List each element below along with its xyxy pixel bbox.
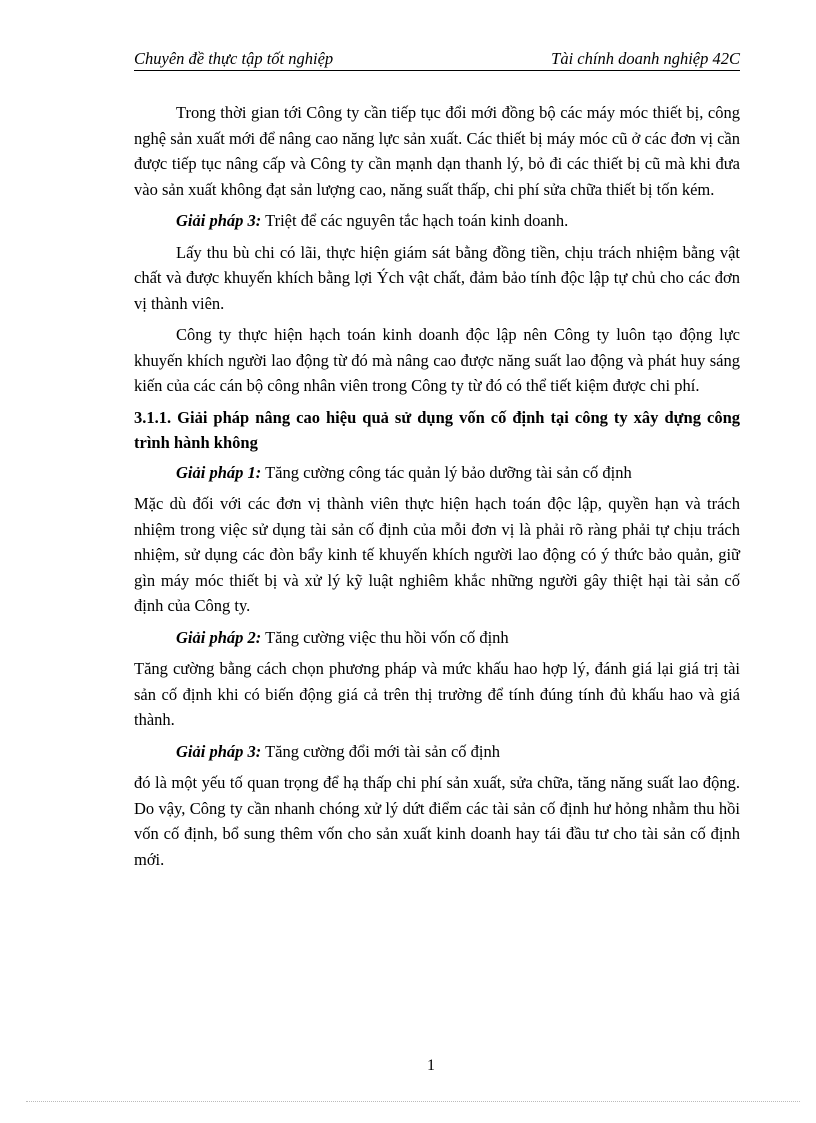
solution-2-capital-recovery [134,625,740,651]
section-heading-3-1-1: 3.1.1. Giải pháp nâng cao hiệu quả sử dụng vốn cố định tại công ty xây dựng công trình hành không [134,407,740,452]
paragraph-independent-accounting: Công ty thực hiện hạch toán kinh doanh độc lập nên Công ty luôn tạo động lực khuyến khích người lao động từ đó mà nâng cao được năng suất lao động và phát huy sáng kiến của các cán bộ công nhân viên trong Công ty từ đó có thể tiết kiệm được chi phí. [134,325,740,395]
solution-1-maintenance [134,460,740,486]
page-header [134,48,740,71]
paragraph-profit-principle: Lấy thu bù chi có lãi, thực hiện giám sát bằng đồng tiền, chịu trách nhiệm bằng vật chất và được khuyến khích bằng lợi Ých vật chất, đảm bảo tính độc lập tự chủ cho các đơn vị thành viên. [134,242,740,313]
paragraph-responsibility: Mặc dù đối với các đơn vị thành viên thực hiện hạch toán độc lập, quyền hạn và trách nhiệm trong việc sử dụng tài sản cố định của mỗi đơn vị là phải rõ ràng phải tự chịu trách nhiệm, sử dụng các đòn bẩy kinh tế khuyến khích người lao động có ý thức bảo quản, giữ gìn máy móc thiết bị và xử lý kỹ luật nghiêm khắc những người gây thiệt hại tài sản cố định của Công ty. [134,494,740,615]
solution-text: Triệt để các nguyên tắc hạch toán kinh doanh. [261,211,569,230]
solution-3-accounting [134,208,740,234]
header-course-label: Tài chính doanh nghiệp 42C [551,49,740,68]
header-document-title: Chuyên đề thực tập tốt nghiệp [134,49,334,68]
paragraph-depreciation: Tăng cường bằng cách chọn phương pháp và mức khấu hao hợp lý, đánh giá lại giá trị tài sản cố định khi có biến động giá cả trên thị trường để tính đúng tính đủ khấu hao và giá thành. [134,659,740,729]
page-number: 1 [427,1057,435,1074]
solution-label: Giải pháp 3: [176,211,262,230]
solution-label: Giải pháp 3: [176,741,262,761]
solution-text: Tăng cường công tác quản lý bảo dưỡng tài sản cố định [261,462,632,482]
page-bottom-divider [26,1101,800,1102]
paragraph-equipment-renewal: Trong thời gian tới Công ty cần tiếp tục đổi mới đồng bộ các máy móc thiết bị, công nghệ sản xuất mới để nâng cao năng lực sản xuất. Các thiết bị máy móc cũ ở các đơn vị cần được tiếp tục nâng cấp và Công ty cần mạnh dạn thanh lý, bỏ đi các thiết bị cũ mà khi đưa vào sản xuất không đạt sản lượng cao, năng suất thấp, chi phí sửa chữa thiết bị tốn kém. [134,103,740,199]
solution-label: Giải pháp 1: [176,462,262,482]
paragraph-cost-reduction: đó là một yếu tố quan trọng để hạ thấp chi phí sản xuất, sửa chữa, tăng năng suất lao động. Do vậy, Công ty cần nhanh chóng xử lý dứt điểm các tài sản cố định hư hỏng nhằm thu hồi vốn cố định, bổ sung thêm vốn cho sản xuất kinh doanh hay tái đầu tư cho tài sản cố định mới. [134,773,740,869]
solution-3-asset-renewal [134,739,740,765]
page-body [134,100,740,878]
solution-text: Tăng cường việc thu hồi vốn cố định [261,627,509,647]
solution-label: Giải pháp 2: [176,627,262,647]
solution-text: Tăng cường đổi mới tài sản cố định [261,741,500,761]
